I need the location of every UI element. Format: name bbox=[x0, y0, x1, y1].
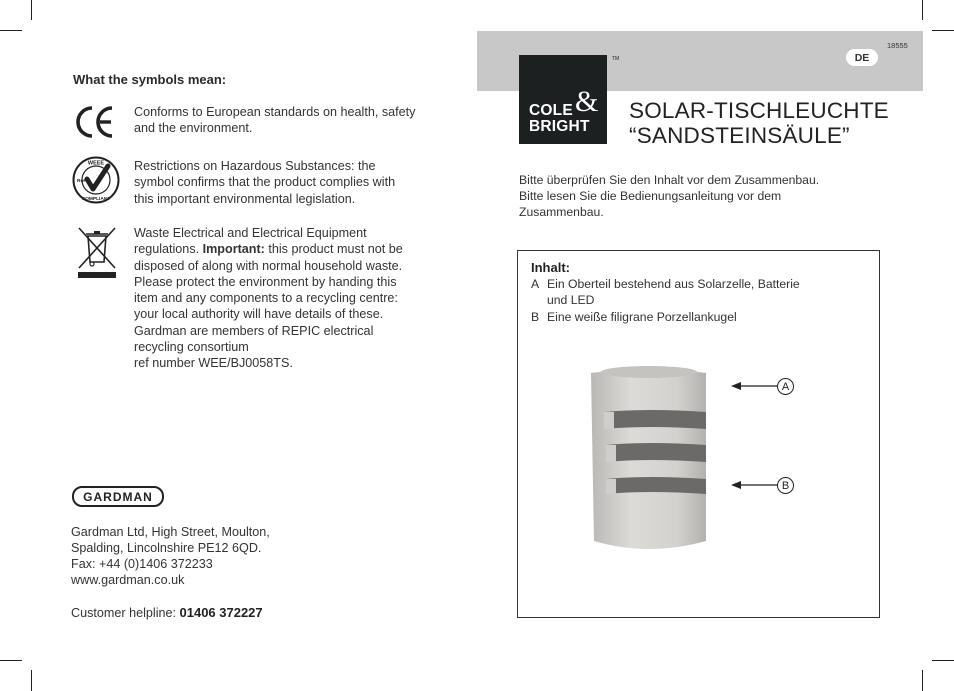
customer-helpline bbox=[71, 605, 263, 620]
callout-arrow-b bbox=[730, 477, 780, 493]
crop-mark bbox=[31, 670, 32, 691]
title-line1: SOLAR-TISCHLEUCHTE bbox=[629, 98, 889, 123]
rohs-description: Restrictions on Hazardous Substances: the symbol confirms that the product complies with this important environmental legislation. bbox=[134, 159, 396, 206]
svg-text:COMPLIANT: COMPLIANT bbox=[81, 197, 111, 202]
callout-label-a: A bbox=[777, 378, 794, 395]
website-link[interactable]: www.gardman.co.uk bbox=[71, 573, 185, 587]
crop-mark bbox=[0, 660, 22, 661]
intro-line: Zusammenbau. bbox=[519, 205, 604, 219]
symbols-heading: What the symbols mean: bbox=[73, 72, 227, 87]
intro-text bbox=[519, 172, 819, 220]
svg-text:WEEE: WEEE bbox=[87, 160, 105, 167]
brand-ampersand: & bbox=[575, 85, 599, 118]
company-address bbox=[71, 524, 270, 588]
weee-important: Important: bbox=[202, 242, 265, 257]
crop-mark bbox=[922, 670, 923, 691]
brand-line1: COLE bbox=[529, 102, 573, 119]
contents-item-a bbox=[531, 276, 800, 308]
address-line: Spalding, Lincolnshire PE12 6QD. bbox=[71, 541, 262, 555]
product-title bbox=[629, 98, 889, 148]
item-letter: A bbox=[531, 277, 540, 291]
weee-ref: ref number WEE/BJ0058TS. bbox=[134, 356, 293, 371]
contents-panel bbox=[517, 250, 880, 618]
weee-text-2: this product must not be disposed of along with normal household waste. Please protect the environment by handing this item and any components to a recycling centre: your local authority will have details of these. Gardman are members of REPIC electrical recycling consortium bbox=[134, 242, 403, 355]
svg-text:RoHS: RoHS bbox=[77, 179, 91, 184]
item-letter: B bbox=[531, 310, 540, 324]
item-text: Eine weiße filigrane Porzellankugel bbox=[547, 310, 737, 324]
crop-mark bbox=[932, 660, 954, 661]
gardman-logo-text: GARDMAN bbox=[83, 489, 153, 504]
brand-line2: BRIGHT bbox=[529, 118, 590, 135]
product-code: 18555 bbox=[887, 41, 908, 50]
crossed-out-bin-icon bbox=[76, 226, 118, 280]
ce-description: Conforms to European standards on health, safety and the environment. bbox=[134, 105, 416, 136]
weee-description bbox=[134, 225, 416, 372]
sandstone-lamp-illustration bbox=[586, 363, 716, 555]
intro-line: Bitte überprüfen Sie den Inhalt vor dem Zusammenbau. bbox=[519, 173, 820, 187]
item-text: Ein Oberteil bestehend aus Solarzelle, Batterie bbox=[547, 277, 800, 291]
cole-bright-logo bbox=[519, 55, 607, 144]
language-badge-label: DE bbox=[854, 51, 870, 64]
trademark-symbol: TM bbox=[612, 56, 620, 62]
helpline-label: Customer helpline: bbox=[71, 606, 176, 620]
intro-line: Bitte lesen Sie die Bedienungsanleitung vor dem bbox=[519, 189, 782, 203]
address-line: Gardman Ltd, High Street, Moulton, bbox=[71, 525, 270, 539]
language-badge bbox=[846, 49, 878, 66]
weee-text-1: Waste Electrical and Electrical Equipment regulations. bbox=[134, 226, 367, 257]
crop-mark bbox=[0, 30, 22, 31]
rohs-compliant-icon bbox=[72, 156, 120, 204]
title-line2: “SANDSTEINSÄULE” bbox=[629, 123, 850, 148]
fax-line: Fax: +44 (0)1406 372233 bbox=[71, 557, 213, 571]
callout-label-b: B bbox=[777, 477, 794, 494]
item-text-continued: und LED bbox=[547, 293, 595, 307]
gardman-logo bbox=[72, 486, 164, 507]
crop-mark bbox=[31, 0, 32, 20]
helpline-number: 01406 372227 bbox=[179, 605, 263, 620]
ce-mark-icon bbox=[74, 105, 116, 139]
callout-arrow-a bbox=[730, 378, 780, 394]
crop-mark bbox=[922, 0, 923, 20]
crop-mark bbox=[932, 30, 954, 31]
contents-item-b bbox=[531, 309, 737, 325]
contents-heading: Inhalt: bbox=[531, 260, 570, 275]
